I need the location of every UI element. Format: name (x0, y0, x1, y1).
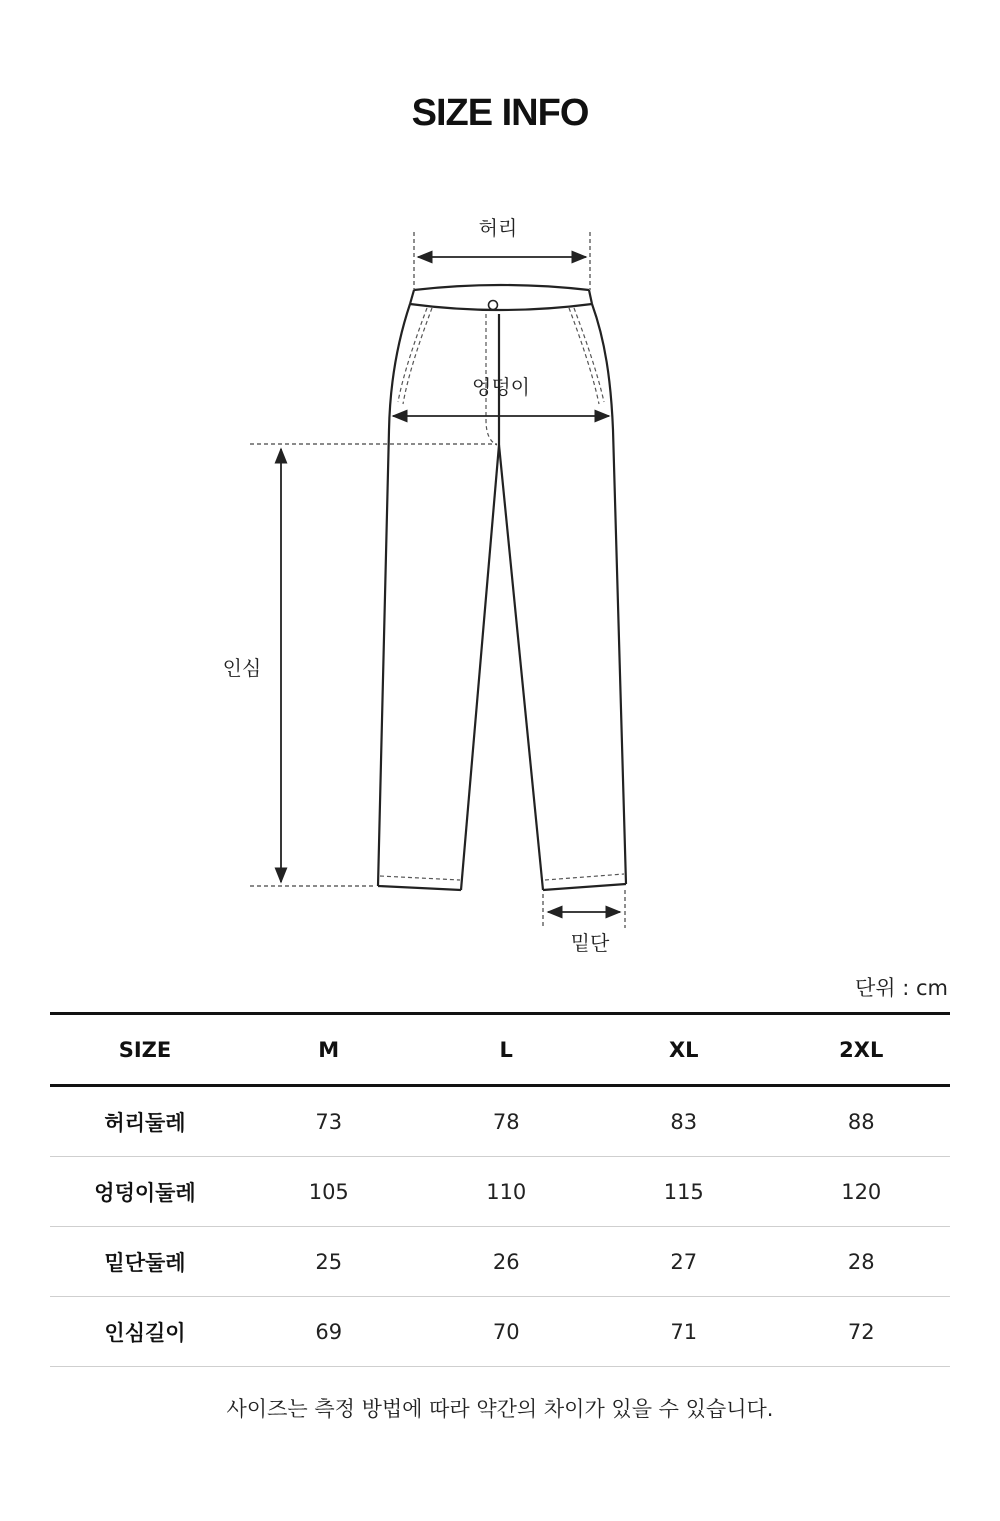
table-header-row (50, 1014, 950, 1086)
table-row (50, 1086, 950, 1157)
table-cell: 73 (240, 1086, 418, 1157)
header-m: M (240, 1014, 418, 1086)
table-cell: 70 (418, 1297, 596, 1367)
inseam-label: 인심 (222, 656, 262, 680)
table-cell: 105 (240, 1157, 418, 1227)
table-row (50, 1227, 950, 1297)
table-cell: 71 (595, 1297, 773, 1367)
waist-measure (414, 216, 590, 290)
inseam-measure (223, 444, 497, 886)
table-row (50, 1157, 950, 1227)
table-cell: 28 (773, 1227, 951, 1297)
table-cell: 26 (418, 1227, 596, 1297)
header-size: SIZE (50, 1014, 240, 1086)
row-label: 인심길이 (50, 1297, 240, 1367)
unit-label: 단위 : cm (854, 976, 948, 1000)
waist-label: 허리 (478, 216, 518, 240)
hem-measure (543, 890, 625, 955)
button-icon (489, 301, 498, 310)
table-cell: 69 (240, 1297, 418, 1367)
header-xl: XL (595, 1014, 773, 1086)
table-cell: 88 (773, 1086, 951, 1157)
table-cell: 115 (595, 1157, 773, 1227)
table-cell: 27 (595, 1227, 773, 1297)
row-label: 허리둘레 (50, 1086, 240, 1157)
page-title: SIZE INFO (411, 92, 589, 134)
header-2xl: 2XL (773, 1014, 951, 1086)
row-label: 밑단둘레 (50, 1227, 240, 1297)
size-table (50, 1012, 950, 1367)
table-cell: 83 (595, 1086, 773, 1157)
hip-measure (393, 375, 609, 416)
table-cell: 110 (418, 1157, 596, 1227)
table-row (50, 1297, 950, 1367)
hip-label: 엉덩이 (472, 375, 530, 399)
table-cell: 25 (240, 1227, 418, 1297)
hem-label: 밑단 (570, 931, 610, 955)
table-cell: 78 (418, 1086, 596, 1157)
table-cell: 120 (773, 1157, 951, 1227)
row-label: 엉덩이둘레 (50, 1157, 240, 1227)
header-l: L (418, 1014, 596, 1086)
table-cell: 72 (773, 1297, 951, 1367)
measurement-note: 사이즈는 측정 방법에 따라 약간의 차이가 있을 수 있습니다. (226, 1397, 774, 1421)
